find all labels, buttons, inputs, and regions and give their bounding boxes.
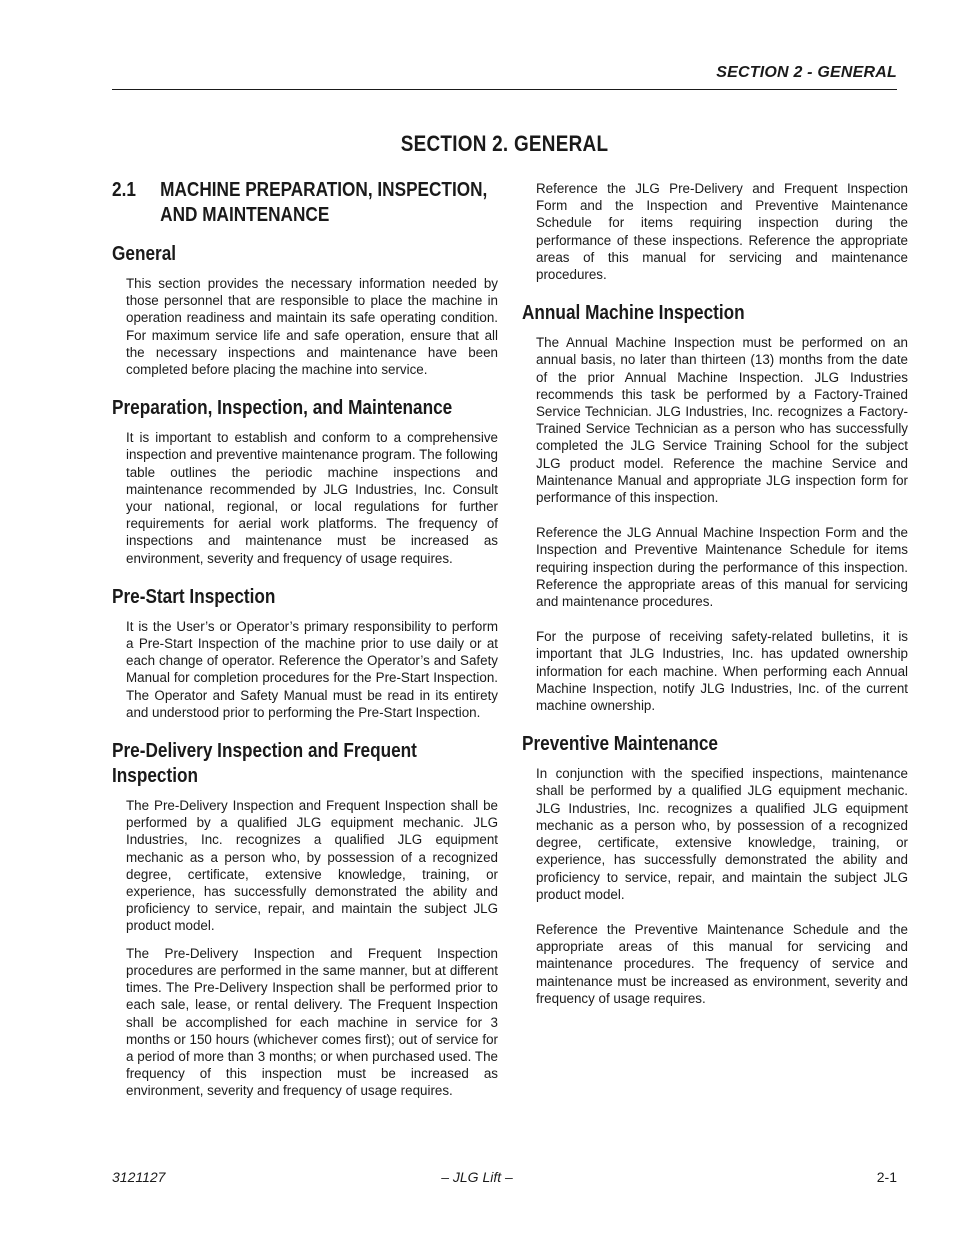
general-paragraph: This section provides the necessary information needed by those personnel that are responsible to place the machine in operation readiness and maintain its safe operating condition. For maximum service life and safe operation, ensure that all the necessary inspections and maintenance have been completed before placing the machine into service. — [126, 276, 498, 378]
preventive-paragraph-2: Reference the Preventive Maintenance Schedule and the appropriate areas of this manual for servicing and maintenance procedures. The frequency of service and maintenance must be increased as environment, severity and frequency of usage requires. — [536, 921, 908, 1006]
header-title: SECTION 2 - GENERAL — [716, 64, 897, 81]
annual-paragraph-2: Reference the JLG Annual Machine Inspection Form and the Inspection and Preventive Maintenance Schedule for items requiring inspection during the performance of this inspection. Reference the appropriate areas of this manual for servicing and maintenance procedures. — [536, 525, 908, 610]
heading-general: General — [112, 243, 177, 265]
subsection-title: MACHINE PREPARATION, INSPECTION, AND MAINTENANCE — [160, 179, 488, 226]
predelivery-paragraph-1: The Pre-Delivery Inspection and Frequent Inspection shall be performed by a qualified JLG equipment mechanic. JLG Industries, Inc. recognizes a qualified JLG equipment mechanic as a person who, by possession of a recognized degree, certificate, extensive knowledge, training, or experience, has successfully demonstrated the ability and proficiency to service, repair, and maintain the subject JLG product model. — [126, 798, 498, 934]
annual-paragraph-1: The Annual Machine Inspection must be performed on an annual basis, no later than thirteen (13) months from the date of the prior Annual Machine Inspection. JLG Industries recommends this task be performed by a Factory-Trained Service Technician. JLG Industries, Inc. recognizes a Factory-Trained Service Technician as a person who has successfully completed the JLG Service Training School for the subject JLG product model. Reference the machine Service and Maintenance Manual and appropriate JLG inspection form for performance of this inspection. — [536, 335, 908, 506]
footer-page-number: 2-1 — [876, 1169, 897, 1185]
footer-doc-number: 3121127 — [112, 1169, 166, 1185]
subsection-number: 2.1 — [112, 179, 136, 201]
predelivery-paragraph-2: The Pre-Delivery Inspection and Frequent Inspection procedures are performed in the same manner, but at different times. The Pre-Delivery Inspection shall be performed prior to each sale, lease, or rental delivery. The Frequent Inspection shall be accomplished for each machine in service for 3 months or 150 hours (whichever comes first); out of service for a period of more than 3 months; or when purchased used. The frequency of this inspection must be increased as environment, severity and frequency of usage requires. — [126, 945, 498, 1099]
reference-paragraph: Reference the JLG Pre-Delivery and Frequent Inspection Form and the Inspection and Preventive Maintenance Schedule for items requiring inspection during the performance of these inspections. Reference the appropriate areas of this manual for servicing and maintenance procedures. — [536, 181, 908, 283]
right-column — [522, 180, 908, 1017]
heading-preparation: Preparation, Inspection, and Maintenance — [112, 397, 453, 420]
section-title: SECTION 2. GENERAL — [400, 131, 609, 156]
heading-predelivery: Pre-Delivery Inspection and Frequent Inspection — [112, 740, 417, 788]
heading-prestart: Pre-Start Inspection — [112, 585, 276, 608]
preventive-paragraph-1: In conjunction with the specified inspections, maintenance shall be performed by a qualified JLG equipment mechanic. JLG Industries, Inc. recognizes a qualified JLG equipment mechanic as a person who, by possession of a recognized degree, certificate, extensive knowledge, training, or experience, has successfully demonstrated the ability and proficiency to service, repair, and maintain the subject JLG product model. — [536, 766, 908, 902]
subsection-heading — [112, 178, 497, 228]
header-rule — [112, 89, 897, 90]
prestart-paragraph: It is the User’s or Operator’s primary responsibility to perform a Pre-Start Inspection of the machine prior to use daily or at each change of operator. Reference the Operator’s and Safety Manual for completion procedures for the Pre-Start Inspection. The Operator and Safety Manual must be read in its entirety and understood prior to performing the Pre-Start Inspection. — [126, 618, 498, 720]
heading-preventive: Preventive Maintenance — [522, 733, 718, 756]
annual-paragraph-3: For the purpose of receiving safety-related bulletins, it is important that JLG Industries, Inc. has updated ownership information for each machine. When performing each Annual Machine Inspection, notify JLG Industries, Inc. of the current machine ownership. — [536, 629, 908, 714]
left-column — [112, 178, 498, 1110]
heading-annual: Annual Machine Inspection — [522, 302, 745, 325]
preparation-paragraph: It is important to establish and conform to a comprehensive inspection and preventive maintenance program. The following table outlines the periodic machine inspections and maintenance recommended by JLG Industries, Inc. Consult your national, regional, or local regulations for further requirements for aerial work platforms. The frequency of inspections and maintenance must be increased as environment, severity and frequency of usage requires. — [126, 430, 498, 566]
footer-center: – JLG Lift – — [441, 1169, 513, 1185]
